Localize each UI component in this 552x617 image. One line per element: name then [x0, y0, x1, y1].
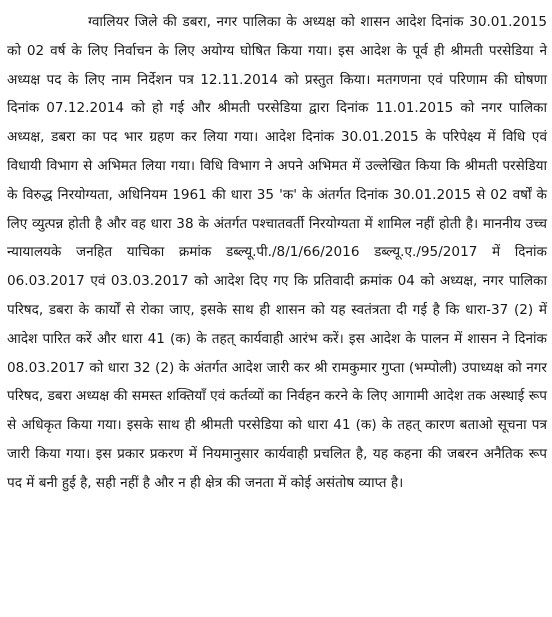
paragraph-text: ग्वालियर जिले की डबरा, नगर पालिका के अध्यक्ष को शासन आदेश दिनांक 30.01.2015 को 02 वर्ष के लिए निर्वाचन के लिए अयोग्य घोषित किया गया। इस आदेश के पूर्व ही श्रीमती परसेडिया ने अध्यक्ष पद के लिए नाम निर्देशन पत्र 12.11.2014 को प्रस्तुत किया। मतगणना एवं परिणाम की घोषणा दिनांक 07.12.2014 को हो गई और श्रीमती परसेडिया द्वारा दिनांक 11.01.2015 को नगर पालिका अध्यक्ष, डबरा का पद भार ग्रहण कर लिया गया। आदेश दिनांक 30.01.2015 के परिपेक्ष्य में विधि एवं विधायी विभाग से अभिमत लिया गया। विधि विभाग ने अपने अभिमत में उल्लेखित किया कि श्रीमती परसेडिया के विरुद्ध निरयोग्यता, अधिनियम 1961 की धारा 35 'क' के अंतर्गत दिनांक 30.01.2015 से 02 वर्षों के लिए व्युत्पन्न होती है और वह धारा 38 के अंतर्गत पश्चातवर्ती निरयोग्यता में शामिल नहीं होती है। माननीय उच्च न्यायालयके जनहित याचिका क्रमांक डब्ल्यू.पी./8/1/66/2016 डब्ल्यू.ए./95/2017 में दिनांक 06.03.2017 एवं 03.03.2017 को आदेश दिए गए कि प्रतिवादी क्रमांक 04 को अध्यक्ष, नगर पालिका परिषद, डबरा के कार्यों से रोका जाए, इसके साथ ही शासन को यह स्वतंत्रता दी गई है कि धारा-37 (2) में आदेश पारित करें और धारा 41 (क) के तहत् कार्यवाही आरंभ करें। इस आदेश के पालन में शासन ने दिनांक 08.03.2017 को धारा 32 (2) के अंतर्गत आदेश जारी कर श्री रामकुमार गुप्ता (भम्पोली) उपाध्यक्ष को नगर परिषद, डबरा अध्यक्ष की समस्त शक्तियाँ एवं कर्तव्यों का निर्वहन करने के लिए आगामी आदेश तक अस्थाई रूप से अधिकृत किया गया। इसके साथ ही श्रीमती परसेडिया को धारा 41 (क) के तहत् कारण बताओ सूचना पत्र जारी किया गया। इस प्रकार प्रकरण में नियमानुसार कार्यवाही प्रचलित है, यह कहना की जबरन अनैतिक रूप पद में बनी हुई है, सही नहीं है और न ही क्षेत्र की जनता में कोई असंतोष व्याप्त है।	[7, 14, 547, 491]
body-paragraph	[7, 8, 547, 498]
